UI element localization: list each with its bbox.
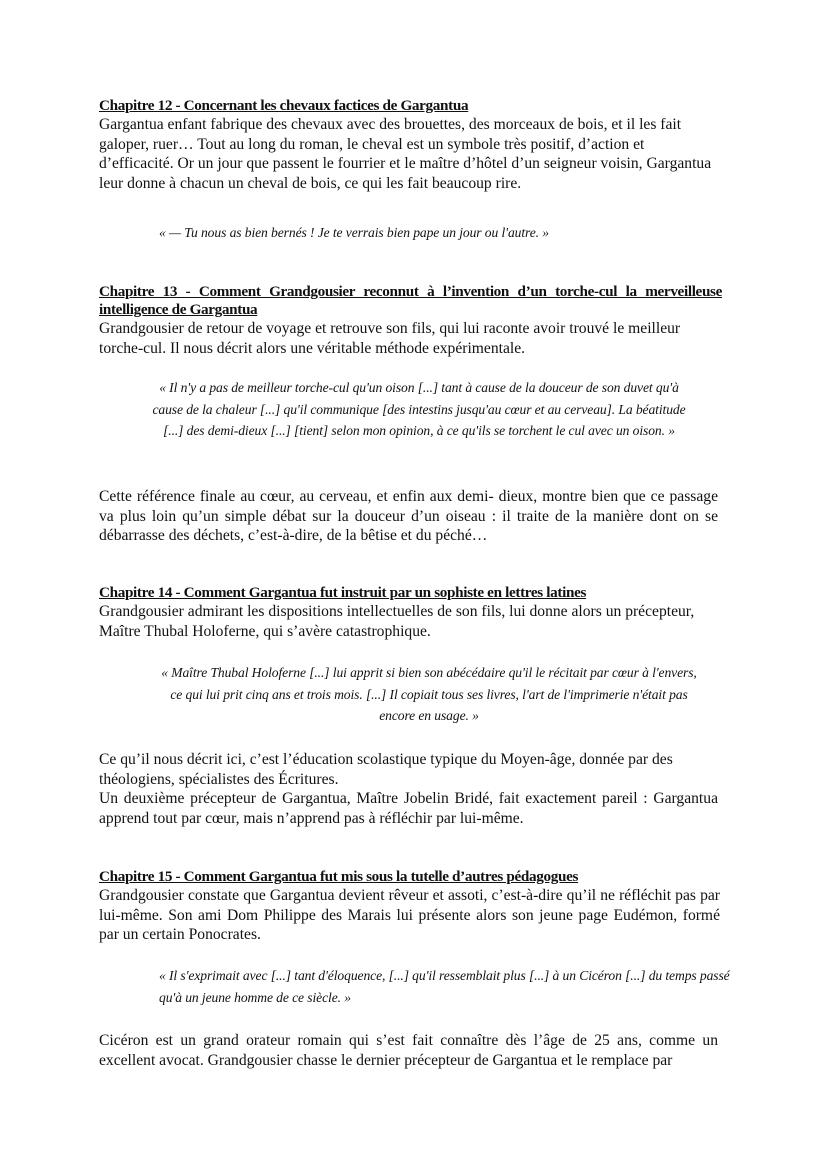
chapter-13-quote: « Il n'y a pas de meilleur torche-cul qu'un oison [...] tant à cause de la douceur de son duvet qu'à cause de la chaleur [...] qu'il communique [des intestins jusqu'au cœur et au cerveau]. La béatitude [...] des demi-dieux [...] [tient] selon mon opinion, à ce qu'ils se torchent le cul avec un oison. »	[152, 380, 686, 438]
chapter-12-heading: Chapitre 12 - Concernant les chevaux factices de Gargantua	[99, 97, 469, 114]
chapter-14-commentary-2: Un deuxième précepteur de Gargantua, Maître Jobelin Bridé, fait exactement pareil : Gargantua apprend tout par cœur, mais n’apprend pas à réfléchir par lui-même.	[99, 790, 718, 828]
chapter-14-commentary-1: Ce qu’il nous décrit ici, c’est l’éducation scolastique typique du Moyen-âge, donnée par des théologiens, spécialistes des Écritures.	[99, 751, 673, 788]
chapter-14-quote: « Maître Thubal Holoferne [...] lui apprit si bien son abécédaire qu'il le récitait par cœur à l'envers, ce qui lui prit cinq ans et trois mois. [...] Il copiait tous ses livres, l'art de l'imprimerie n'était pas encore en usage. »	[161, 665, 697, 723]
chapter-15-commentary: Cicéron est un grand orateur romain qui s’est fait connaître dès l’âge de 25 ans, comme un excellent avocat. Grandgousier chasse le dernier précepteur de Gargantua et le remplace par	[99, 1032, 718, 1069]
chapter-15-quote: « Il s'exprimait avec [...] tant d'éloquence, [...] qu'il ressemblait plus [...] à un Cicéron [...] du temps passé qu'à un jeune homme de ce siècle. »	[159, 968, 730, 1005]
section-chapter-13	[99, 283, 722, 358]
chapter-12-summary: Gargantua enfant fabrique des chevaux avec des brouettes, des morceaux de bois, et il les fait galoper, ruer… Tout au long du roman, le cheval est un symbole très positif, d’action et d’efficacité. Or un jour que passent le fourrier et le maître d’hôtel d’un seigneur voisin, Gargantua leur donne à chacun un cheval de bois, ce qui les fait beaucoup rire.	[99, 116, 712, 193]
chapter-13-commentary: Cette référence finale au cœur, au cerveau, et enfin aux demi- dieux, montre bien que ce passage va plus loin qu’un simple débat sur la douceur d’un oiseau : il traite de la manière dont on se débarrasse des déchets, c’est-à-dire, de la bêtise et du péché…	[99, 488, 718, 545]
chapter-13-summary: Grandgousier de retour de voyage et retrouve son fils, qui lui raconte avoir trouvé le meilleur torche-cul. Il nous décrit alors une véritable méthode expérimentale.	[99, 320, 681, 357]
chapter-15-summary: Grandgousier constate que Gargantua devient rêveur et assoti, c’est-à-dire qu’il ne réfléchit pas par lui-même. Son ami Dom Philippe des Marais lui présente alors son jeune page Eudémon, formé par un certain Ponocrates.	[99, 887, 720, 944]
chapter-14-heading: Chapitre 14 - Comment Gargantua fut instruit par un sophiste en lettres latines	[99, 584, 587, 601]
section-chapter-15	[99, 868, 720, 945]
chapter-13-heading: Chapitre 13 - Comment Grandgousier reconnut à l’invention d’un torche-cul la merveilleuse intelligence de Gargantua	[99, 283, 722, 318]
section-chapter-14	[99, 584, 720, 641]
chapter-12-quote: « — Tu nous as bien bernés ! Je te verrais bien pape un jour ou l'autre. »	[159, 225, 549, 240]
chapter-14-commentary	[99, 750, 718, 829]
chapter-14-summary: Grandgousier admirant les dispositions intellectuelles de son fils, lui donne alors un précepteur, Maître Thubal Holoferne, qui s’avère catastrophique.	[99, 603, 695, 640]
section-chapter-12	[99, 97, 720, 194]
chapter-15-heading: Chapitre 15 - Comment Gargantua fut mis sous la tutelle d’autres pédagogues	[99, 868, 579, 885]
